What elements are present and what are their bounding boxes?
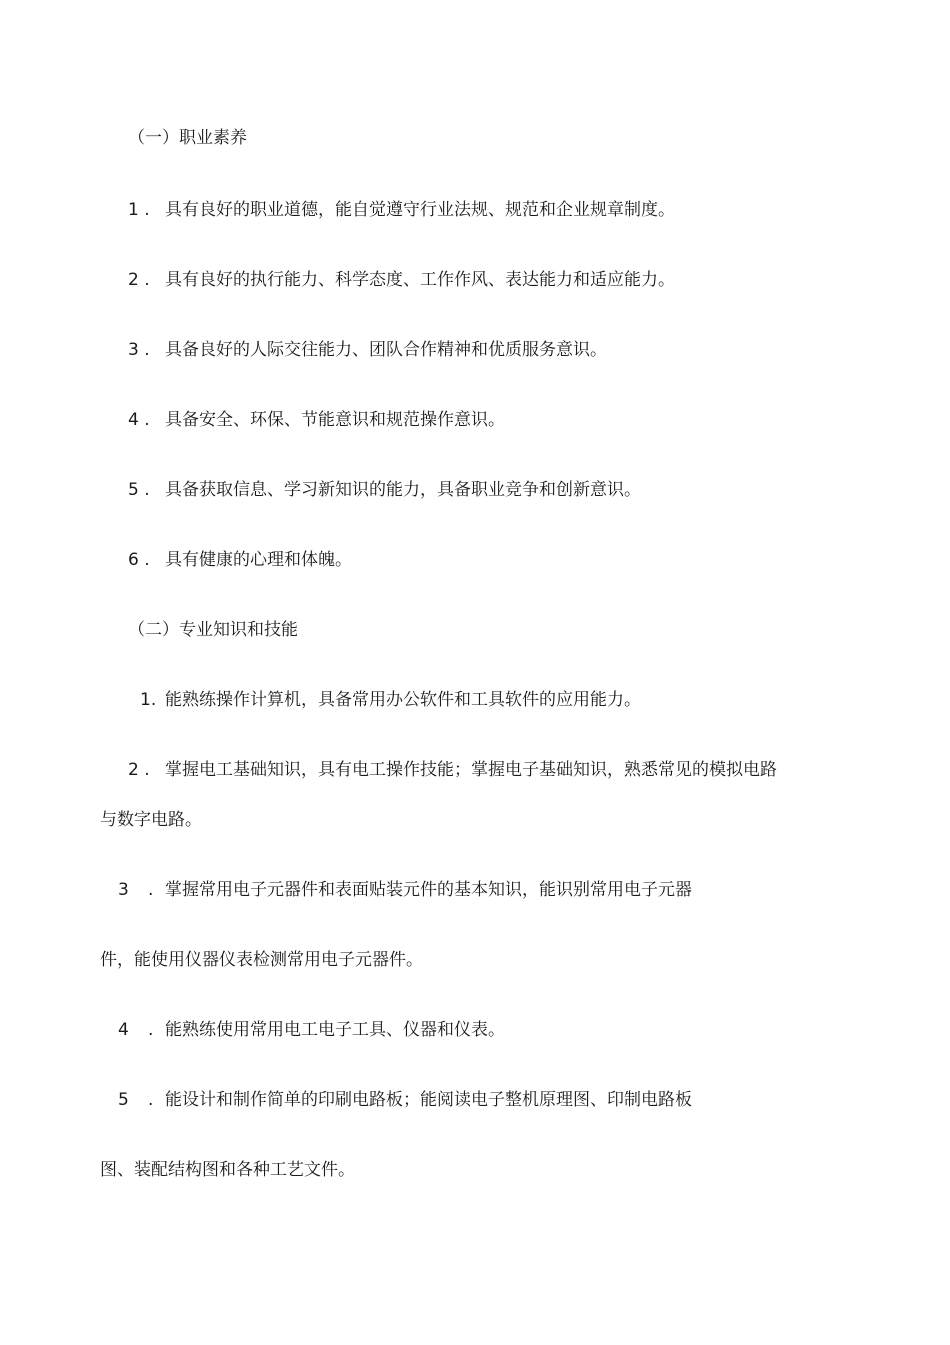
list-item-text: 具备获取信息、学习新知识的能力，具备职业竞争和创新意识。 bbox=[165, 480, 641, 500]
list-item-dot: . bbox=[148, 1020, 154, 1040]
list-item-dot: . bbox=[148, 880, 154, 900]
list-item-text: 能熟练使用常用电工电子工具、仪器和仪表。 bbox=[165, 1020, 505, 1040]
list-item-text: 具有良好的职业道德，能自觉遵守行业法规、规范和企业规章制度。 bbox=[165, 200, 675, 220]
list-item-continuation: 图、装配结构图和各种工艺文件。 bbox=[100, 1160, 355, 1180]
list-item-text: 能熟练操作计算机，具备常用办公软件和工具软件的应用能力。 bbox=[165, 690, 641, 710]
list-item-text: 具有健康的心理和体魄。 bbox=[165, 550, 352, 570]
list-item-number: 1. bbox=[140, 690, 157, 710]
list-item-number: 5 . bbox=[128, 480, 150, 500]
list-item-number: 1 . bbox=[128, 200, 150, 220]
list-item-dot: . bbox=[148, 1090, 154, 1110]
list-item-text: 具备良好的人际交往能力、团队合作精神和优质服务意识。 bbox=[165, 340, 607, 360]
list-item-text: 具有良好的执行能力、科学态度、工作作风、表达能力和适应能力。 bbox=[165, 270, 675, 290]
list-item-number: 2 . bbox=[128, 760, 150, 780]
list-item-continuation: 与数字电路。 bbox=[100, 810, 202, 830]
list-item-number: 3 bbox=[118, 880, 129, 900]
list-item-number: 6 . bbox=[128, 550, 150, 570]
list-item-number: 2 . bbox=[128, 270, 150, 290]
list-item-text: 能设计和制作简单的印刷电路板；能阅读电子整机原理图、印制电路板 bbox=[165, 1090, 692, 1110]
list-item-text: 具备安全、环保、节能意识和规范操作意识。 bbox=[165, 410, 505, 430]
list-item-number: 5 bbox=[118, 1090, 129, 1110]
list-item-number: 3 . bbox=[128, 340, 150, 360]
list-item-number: 4 bbox=[118, 1020, 129, 1040]
list-item-continuation: 件，能使用仪器仪表检测常用电子元器件。 bbox=[100, 950, 423, 970]
section-heading-professional-quality: （一）职业素养 bbox=[128, 128, 247, 148]
list-item-number: 4 . bbox=[128, 410, 150, 430]
list-item-text: 掌握常用电子元器件和表面贴装元件的基本知识，能识别常用电子元器 bbox=[165, 880, 692, 900]
list-item-text: 掌握电工基础知识，具有电工操作技能；掌握电子基础知识，熟悉常见的模拟电路 bbox=[165, 760, 777, 780]
section-heading-professional-knowledge: （二）专业知识和技能 bbox=[128, 620, 298, 640]
